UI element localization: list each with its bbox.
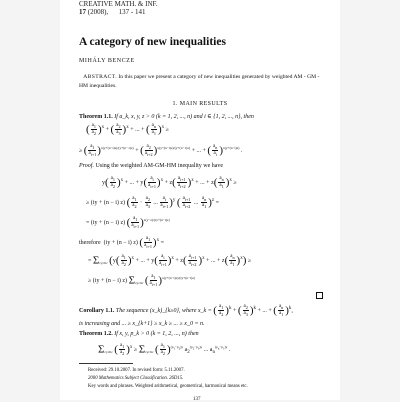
abstract-label: ABSTRACT. — [83, 74, 118, 80]
theorem-statement: If a_k, x, y, z > 0 (k = 1, 2, ..., n) and i ∈ {1, 2, ..., n}, then — [114, 114, 254, 120]
equation-2: ≥ ( $\frac{a_1}{a_{i+1}}$ )$^{x(y+(n-i)z)/(y+(n-1)z)}$ + ( $\frac{a_2}{a_{i+2}}$ )$^{x(y+(n-i)z)/(y+(n-1)z)}$ + ... + ( $\frac{a_n}{a_i}$ )$^{x(y+(n-i)z)}$ . — [79, 144, 243, 157]
equation-7: = $\Sigma_{cyclic}$ (y( $\frac{a_1}{a_2}$ )$^x$ + ... + y( $\frac{a_i}{a_{i+1}}$ )$^x$ + z( $\frac{a_{i+1}}{a_{i+2}}$ )$^x$ + ... + z( $\frac{a_n}{a_1}$ )$^x$) ≥ — [88, 254, 252, 267]
volume-number: 17 — [79, 8, 86, 16]
proof-line — [79, 163, 223, 169]
journal-name: CREATIVE MATH. & INF. — [79, 0, 158, 8]
corollary-text-2: is increasing and ... ≥ x_{k+1} ≥ x_k ≥ ... ≥ x_0 = n. — [79, 321, 205, 327]
corollary-1-1: Corollary 1.1. The sequence (x_k)_{k≥0}, where x_k = ( $\frac{a_1}{a_2}$ )$^k$ + ( $\frac{a_2}{a_3}$ )$^k$ + ... + ( $\frac{a_n}{a_1}$ )$^k$, — [79, 304, 293, 317]
footnote-received: Received: 29.10.2007. In revised form: 5.11.2007. — [88, 368, 185, 373]
theorem-label: Theorem 1.1. — [79, 114, 113, 120]
equation-4: ≥ (iy + (n − i) z) ( $\frac{a_1}{a_2}$ ⋅ $\frac{a_2}{a_3}$ ... $\frac{a_i}{a_{i+1}}$ )$^y$ ( $\frac{a_{i+1}}{a_{i+2}}$ ... $\frac{a_n}{a_1}$ )$^z$ = — [86, 196, 219, 209]
volume-line — [79, 8, 158, 16]
proof-label: Proof. — [79, 163, 94, 169]
theorem-1-2 — [79, 331, 199, 337]
equation-9: $\Sigma_{cyclic}$ ( $\frac{a_1}{a_2}$ )$^x \ge \Sigma_{cyclic}$ ( $\frac{a_1}{a_2}$ )$^{(p_1-p_2)y}$ $a_2^{(p_2-p_3)y}$ ... $a_n^{(p_n-p_1)y}$ . — [98, 343, 231, 356]
theorem-1-1 — [79, 113, 254, 120]
theorem-2-label: Theorem 1.2. — [79, 331, 113, 337]
proof-text: Using the weighted AM-GM-HM inequality we have — [95, 163, 224, 169]
journal-header — [79, 0, 158, 16]
paper-title: A category of new inequalities — [79, 36, 226, 48]
footnote-rule — [79, 363, 133, 364]
footnote-keywords: Key words and phrases. Weighted arithmetical, geometrical, harmonical means etc. — [88, 384, 248, 389]
volume-year: (2008), — [87, 8, 109, 16]
footnote-msc: 2000 Mathematics Subject Classification. 26D15. — [88, 376, 184, 381]
therefore-word: therefore — [79, 239, 101, 246]
abstract — [79, 73, 325, 91]
qed-box — [316, 292, 323, 299]
page-range: 137 - 141 — [118, 8, 146, 16]
theorem-2-statement: If x, y, p_k > 0 (k = 1, 2, ..., n) then — [114, 331, 199, 337]
equation-3: y( $\frac{a_1}{a_2}$ )$^x$ + ... + y( $\frac{a_i}{a_{i+1}}$ )$^x$ + z( $\frac{a_{i+1}}{a_{i+2}}$ )$^x$ + ... + z( $\frac{a_n}{a_1}$ )$^x$ ≥ — [102, 176, 237, 189]
corollary-label: Corollary 1.1. — [79, 307, 115, 314]
equation-6: therefore (iy + (n − i) z) ( $\frac{a_1}{a_{i+1}}$ )$^x$ = — [79, 236, 164, 249]
section-heading: 1. MAIN RESULTS — [172, 101, 228, 107]
abstract-text: In this paper we present a category of new inequalities generated by weighted AM - GM - HM inequalities. — [79, 74, 320, 89]
equation-8: ≥ (iy + (n − i) z) $\Sigma_{cyclic}$ ( $\frac{a_1}{a_{i+1}}$ )$^{x(y+(n-i)z)/(iy+(n-i)z)}$ — [88, 274, 195, 287]
corollary-text: The sequence (x_k)_{k≥0}, where x_k = — [115, 307, 212, 314]
page-number: 137 — [193, 397, 201, 402]
equation-1: ( $\frac{a_1}{a_2}$ )$^x$ + ( $\frac{a_2}{a_3}$ )$^x$ + ... + ( $\frac{a_n}{a_1}$ )$^x$ ≥ — [86, 123, 169, 136]
author-name: MIHÁLY BENCZE — [79, 58, 135, 64]
equation-5: = (iy + (n − i) z) ( $\frac{a_1}{a_{i+1}}$ )$^{x(y-z)/(iy+(n-i)z)}$ — [86, 216, 170, 229]
